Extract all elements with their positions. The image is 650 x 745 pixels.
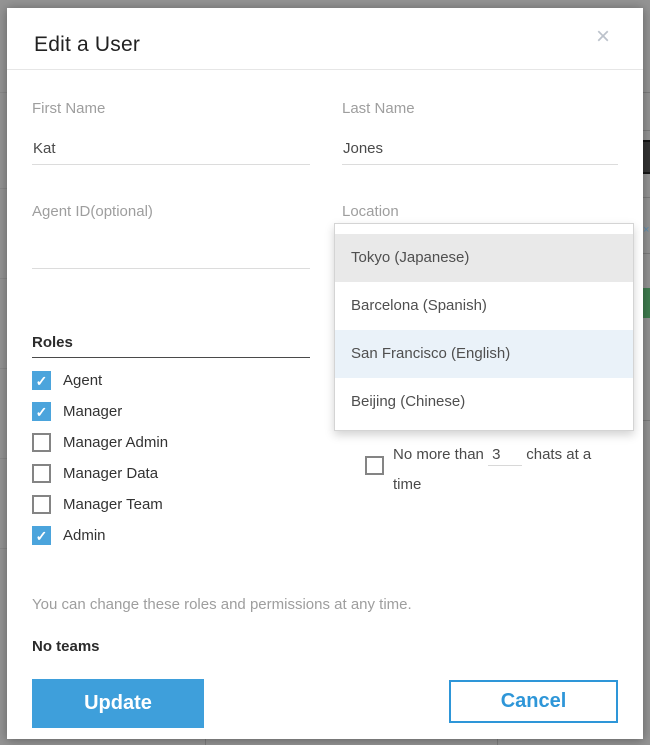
permissions-note: You can change these roles and permissions at any time. bbox=[32, 596, 412, 613]
edit-user-modal bbox=[7, 8, 643, 739]
cancel-button[interactable]: Cancel bbox=[449, 680, 618, 723]
backdrop-column-divider bbox=[497, 739, 498, 745]
role-label: Agent bbox=[63, 371, 103, 389]
close-icon[interactable]: × bbox=[595, 23, 610, 50]
role-label: Admin bbox=[63, 526, 106, 544]
backdrop-row-divider bbox=[643, 197, 650, 198]
last-name-label: Last Name bbox=[342, 100, 415, 117]
location-option-barcelona[interactable]: Barcelona (Spanish) bbox=[351, 297, 487, 314]
manager-data-checkbox[interactable] bbox=[32, 464, 51, 483]
check-icon: ✓ bbox=[35, 372, 48, 389]
roles-heading: Roles bbox=[32, 334, 73, 351]
location-option-sanfrancisco[interactable]: San Francisco (English) bbox=[335, 330, 633, 378]
backdrop-row-divider bbox=[0, 278, 7, 279]
role-row-manager-team bbox=[32, 494, 163, 514]
role-label: Manager Admin bbox=[63, 433, 169, 451]
role-row-manager bbox=[32, 401, 122, 421]
role-label: Manager Data bbox=[63, 464, 159, 482]
location-option-tokyo[interactable]: Tokyo (Japanese) bbox=[335, 234, 633, 282]
location-label: Location bbox=[342, 203, 399, 220]
first-name-label: First Name bbox=[32, 100, 106, 117]
role-row-manager-admin bbox=[32, 432, 168, 452]
role-row-manager-data bbox=[32, 463, 158, 483]
manager-team-checkbox[interactable] bbox=[32, 495, 51, 514]
agent-id-label: Agent ID(optional) bbox=[32, 203, 153, 220]
backdrop-row-divider bbox=[643, 130, 650, 131]
no-teams-label: No teams bbox=[32, 638, 100, 655]
admin-checkbox[interactable] bbox=[32, 526, 51, 545]
backdrop-column-divider bbox=[205, 739, 206, 745]
manager-admin-checkbox[interactable] bbox=[32, 433, 51, 452]
chat-limit-checkbox[interactable] bbox=[365, 456, 384, 475]
location-option-beijing[interactable]: Beijing (Chinese) bbox=[351, 393, 466, 410]
role-row-agent bbox=[32, 370, 102, 390]
agent-id-input[interactable] bbox=[32, 240, 310, 269]
backdrop-row-divider bbox=[643, 253, 650, 254]
first-name-input[interactable] bbox=[32, 136, 310, 165]
location-dropdown bbox=[334, 223, 634, 431]
backdrop-row-divider bbox=[0, 92, 7, 93]
check-icon: ✓ bbox=[35, 527, 48, 544]
update-button[interactable]: Update bbox=[32, 679, 204, 728]
backdrop-row-divider bbox=[0, 548, 7, 549]
chat-limit-text-after: chats at a time bbox=[393, 446, 592, 493]
chat-limit-text-before: No more than bbox=[393, 446, 484, 463]
role-row-admin bbox=[32, 525, 106, 545]
backdrop-green-badge bbox=[643, 288, 650, 318]
chat-limit-input[interactable] bbox=[488, 446, 522, 466]
agent-checkbox[interactable] bbox=[32, 371, 51, 390]
roles-divider bbox=[32, 357, 310, 358]
backdrop-row-divider bbox=[643, 420, 650, 421]
role-label: Manager bbox=[63, 402, 123, 420]
chat-limit-text bbox=[393, 440, 621, 500]
check-icon: ✓ bbox=[35, 403, 48, 420]
backdrop-row-divider bbox=[643, 92, 650, 93]
manager-checkbox[interactable] bbox=[32, 402, 51, 421]
last-name-input[interactable] bbox=[342, 136, 618, 165]
modal-title: Edit a User bbox=[34, 33, 141, 56]
modal-header bbox=[7, 8, 643, 70]
role-label: Manager Team bbox=[63, 495, 163, 513]
backdrop-tag-x-icon: × bbox=[643, 224, 650, 236]
backdrop-row-divider bbox=[0, 368, 7, 369]
backdrop-dark-cell bbox=[643, 140, 650, 174]
backdrop-row-divider bbox=[0, 188, 7, 189]
backdrop-row-divider bbox=[0, 458, 7, 459]
